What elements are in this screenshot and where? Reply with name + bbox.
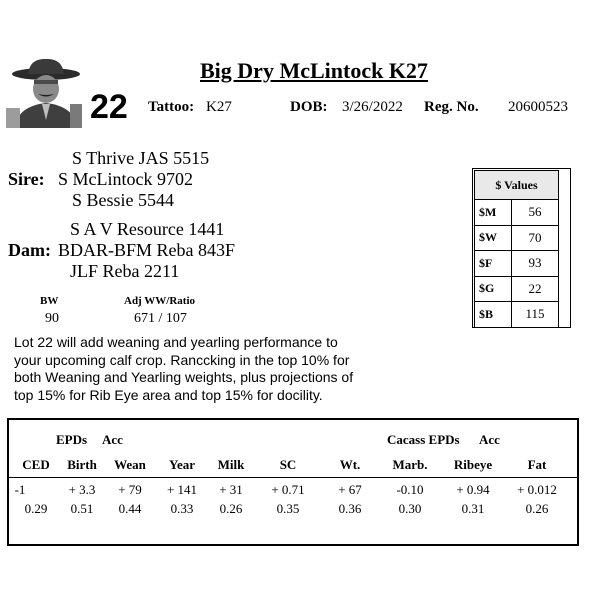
epd-accuracy: 0.36 <box>338 501 362 516</box>
lot-description: Lot 22 will add weaning and yearling performance to your upcoming calf crop. Ranccking in the top 10% for both Weaning and Yearling weights, plus projections of top 15% for Rib Eye area and top 15% for docility. <box>14 334 354 403</box>
epd-column-header: Ribeye <box>453 457 493 472</box>
bw-value: 90 <box>45 311 59 326</box>
epd-accuracy: 0.26 <box>525 501 549 516</box>
dollar-value: 93 <box>512 251 559 277</box>
epd-accuracy: 0.44 <box>118 501 142 516</box>
epds-heading: EPDs <box>56 432 88 447</box>
dollar-label: $F <box>475 251 512 277</box>
bw-label: BW <box>40 295 59 307</box>
epd-column-header: Wean <box>114 457 146 472</box>
dollar-values-table <box>474 170 559 328</box>
epd-column-header: Birth <box>67 457 97 472</box>
adj-ww-label: Adj WW/Ratio <box>124 295 195 307</box>
sire-dam: S Bessie 5544 <box>72 190 175 210</box>
dollar-value: 56 <box>512 200 559 226</box>
epd-accuracy: 0.26 <box>219 501 243 516</box>
epd-divider <box>9 477 577 478</box>
dollar-value: 115 <box>512 302 559 328</box>
epd-column-header: Marb. <box>392 457 428 472</box>
dollar-label: $M <box>475 200 512 226</box>
sire-name: S McLintock 9702 <box>58 169 193 189</box>
dollar-row <box>475 200 559 226</box>
epd-column-header: SC <box>279 457 297 472</box>
dob-label: DOB: <box>290 99 328 115</box>
sire-label: Sire: <box>8 169 45 189</box>
epd-value: -1 <box>14 482 26 497</box>
dollar-value: 70 <box>512 225 559 251</box>
dam-dam: JLF Reba 2211 <box>70 261 180 281</box>
tattoo-label: Tattoo: <box>148 99 195 115</box>
dollar-value: 22 <box>512 276 559 302</box>
epd-value: + 0.94 <box>456 482 490 497</box>
lot-number: 22 <box>90 88 128 126</box>
epd-accuracy: 0.35 <box>276 501 300 516</box>
epd-value: + 3.3 <box>68 482 96 497</box>
epd-value: + 0.012 <box>517 482 557 497</box>
dam-name: BDAR-BFM Reba 843F <box>58 240 236 260</box>
cowboy-photo <box>6 56 82 128</box>
lot-title: Big Dry McLintock K27 <box>200 58 428 83</box>
dam-label: Dam: <box>8 240 51 260</box>
dollar-label: $G <box>475 276 512 302</box>
carcass-epds-heading: Cacass EPDs <box>387 432 460 447</box>
epd-value: -0.10 <box>396 482 424 497</box>
dollar-row <box>475 276 559 302</box>
adj-ww-value: 671 / 107 <box>134 311 187 326</box>
epd-column-header: Wt. <box>339 457 361 472</box>
epd-value: + 79 <box>118 482 142 497</box>
epd-accuracy: 0.33 <box>170 501 194 516</box>
epd-value: + 141 <box>166 482 198 497</box>
dollar-label: $W <box>475 225 512 251</box>
epds-acc-heading: Acc <box>102 432 123 447</box>
dollar-row <box>475 302 559 328</box>
dollar-label: $B <box>475 302 512 328</box>
reg-label: Reg. No. <box>424 99 479 115</box>
epd-accuracy: 0.29 <box>24 501 48 516</box>
epd-accuracy: 0.30 <box>398 501 422 516</box>
epd-column-header: Fat <box>527 457 547 472</box>
dam-sire: S A V Resource 1441 <box>70 219 225 239</box>
epd-column-header: Milk <box>217 457 245 472</box>
carcass-acc-heading: Acc <box>479 432 500 447</box>
tattoo-value: K27 <box>206 99 232 115</box>
epd-value: + 0.71 <box>271 482 305 497</box>
reg-value: 20600523 <box>508 99 568 115</box>
epd-value: + 31 <box>219 482 243 497</box>
epd-accuracy: 0.31 <box>461 501 485 516</box>
sire-sire: S Thrive JAS 5515 <box>72 148 210 168</box>
epd-column-header: Year <box>169 457 195 472</box>
dollar-row <box>475 251 559 277</box>
epd-value: + 67 <box>338 482 362 497</box>
epd-column-header: CED <box>22 457 50 472</box>
dollar-row <box>475 225 559 251</box>
dob-value: 3/26/2022 <box>342 99 403 115</box>
epd-accuracy: 0.51 <box>70 501 94 516</box>
dollar-values-header: $ Values <box>475 171 559 200</box>
